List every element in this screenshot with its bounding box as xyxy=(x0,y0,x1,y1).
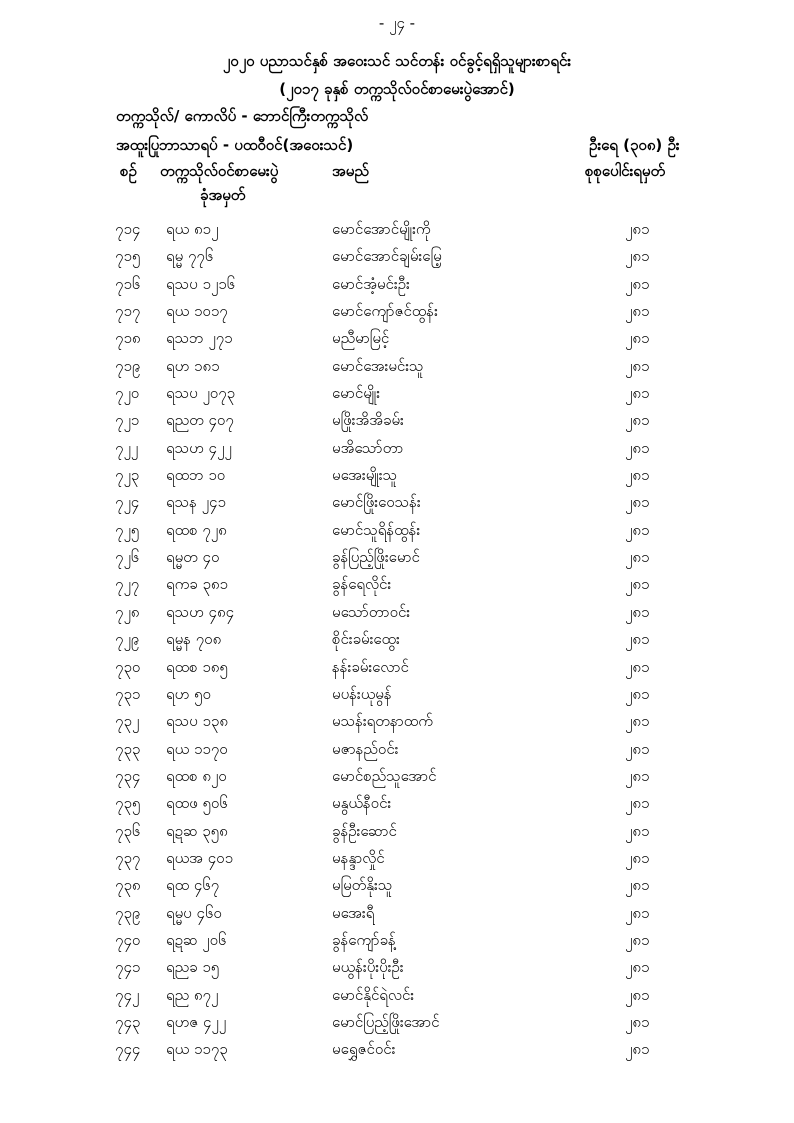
row-name: မသော်တာဝင်း xyxy=(332,602,411,621)
row-exam-no: ရသဟ ၄၂၂ xyxy=(166,438,232,457)
total-count: ဦးရေ (၃၀၈) ဦး xyxy=(589,136,680,154)
row-marks: ၂၈၁ xyxy=(625,493,650,512)
row-marks: ၂၈၁ xyxy=(625,985,650,1004)
row-marks: ၂၈၁ xyxy=(625,958,650,977)
row-exam-no: ရထစ ၇၂၈ xyxy=(166,520,227,539)
row-no: ၇၂၁ xyxy=(115,411,140,430)
row-name: နန်းခမ်းလောင် xyxy=(332,657,409,676)
row-name: မောင်ကျော်ဇင်ထွန်း xyxy=(332,302,438,321)
table-row xyxy=(0,521,794,548)
row-exam-no: ရညခ ၁၅ xyxy=(166,958,220,977)
table-row xyxy=(0,685,794,712)
row-marks: ၂၈၁ xyxy=(625,657,650,676)
row-no: ၇၂၈ xyxy=(115,602,140,621)
row-no: ၇၂၆ xyxy=(115,548,140,567)
row-name: မနန္ဒာလှိုင် xyxy=(332,848,385,867)
row-marks: ၂၈၁ xyxy=(625,438,650,457)
row-marks: ၂၈၁ xyxy=(625,384,650,403)
row-marks: ၂၈၁ xyxy=(625,302,650,321)
row-exam-no: ရထစ ၁၈၅ xyxy=(166,657,228,676)
row-no: ၇၄၁ xyxy=(115,958,141,977)
row-exam-no: ရယအ ၄၀၁ xyxy=(166,848,234,867)
row-marks: ၂၈၁ xyxy=(625,411,650,430)
row-name: မောင်အောင်ချမ်းမြေ့ xyxy=(332,247,442,266)
row-no: ၇၁၉ xyxy=(115,356,141,375)
page-number: - ၂၄ - xyxy=(378,14,416,32)
row-marks: ၂၈၁ xyxy=(625,821,650,840)
row-no: ၇၁၅ xyxy=(115,247,141,266)
column-header-exam-no-line2: ခုံအမှတ် xyxy=(200,186,246,204)
row-no: ၇၂၃ xyxy=(115,466,140,485)
row-marks: ၂၈၁ xyxy=(625,848,650,867)
row-exam-no: ရထ ၄၆၇ xyxy=(166,876,220,895)
table-row xyxy=(0,548,794,575)
table-row xyxy=(0,220,794,247)
row-no: ၇၃၅ xyxy=(115,794,141,813)
row-name: မောင်အံ့မင်းဦး xyxy=(332,274,410,293)
row-no: ၇၁၇ xyxy=(115,302,141,321)
department-line: တက္ကသိုလ်/ ကောလိပ် - ဘောင်ကြီးတက္ကသိုလ် xyxy=(116,107,369,125)
table-row xyxy=(0,493,794,520)
row-no: ၇၂၇ xyxy=(115,575,140,594)
row-name: မောင်ပြည့်ဖြိုးအောင် xyxy=(332,1012,440,1031)
subject-line: အထူးပြုဘာသာရပ် - ပထဝီဝင်(အဝေးသင်) xyxy=(116,136,354,154)
row-name: မယွန်းပိုးပိုးဦး xyxy=(332,958,404,977)
row-name: မောင်ဖြိုးဝေသန်း xyxy=(332,493,421,512)
row-marks: ၂၈၁ xyxy=(625,766,650,785)
table-row xyxy=(0,575,794,602)
row-no: ၇၁၈ xyxy=(115,329,141,348)
row-no: ၇၃၈ xyxy=(115,876,141,895)
row-name: ခွန်ရေလိုင်း xyxy=(332,575,392,594)
results-table xyxy=(0,220,794,1068)
row-name: ခွန်ပြည့်ဖြိုးမောင် xyxy=(332,548,420,567)
row-name: မောင်နိုင်ရဲလင်း xyxy=(332,985,415,1004)
row-marks: ၂၈၁ xyxy=(625,630,650,649)
column-header-name: အမည် xyxy=(332,162,369,180)
row-exam-no: ရယ ၁၁၇၃ xyxy=(166,1040,228,1059)
row-no: ၇၂၅ xyxy=(115,520,140,539)
table-row xyxy=(0,986,794,1013)
row-name: စိုင်းခမ်းထွေး xyxy=(332,630,400,649)
table-row xyxy=(0,822,794,849)
table-row xyxy=(0,958,794,985)
row-no: ၇၂၂ xyxy=(115,438,139,457)
row-no: ၇၃၁ xyxy=(115,684,141,703)
row-marks: ၂၈၁ xyxy=(625,520,650,539)
row-marks: ၂၈၁ xyxy=(625,684,650,703)
row-name: မရွှေဇင်ဝင်း xyxy=(332,1040,396,1059)
table-row xyxy=(0,740,794,767)
table-row xyxy=(0,603,794,630)
row-no: ၇၂၀ xyxy=(115,384,140,403)
table-row xyxy=(0,904,794,931)
row-no: ၇၃၃ xyxy=(115,739,141,758)
row-no: ၇၃၀ xyxy=(115,657,141,676)
table-row xyxy=(0,275,794,302)
table-row xyxy=(0,794,794,821)
row-name: မမြတ်နိုးသူ xyxy=(332,876,393,895)
row-no: ၇၄၃ xyxy=(115,1012,141,1031)
row-marks: ၂၈၁ xyxy=(625,575,650,594)
row-exam-no: ရဍဆ ၂၀၆ xyxy=(166,930,227,949)
row-marks: ၂၈၁ xyxy=(625,220,650,238)
row-exam-no: ရထစ ၈၂၀ xyxy=(166,766,227,785)
page-subtitle: (၂၀၁၇ ခုနှစ် တက္ကသိုလ်ဝင်စာမေးပွဲအောင်) xyxy=(279,80,515,98)
table-row xyxy=(0,630,794,657)
row-exam-no: ရမ္မပ ၄၆၀ xyxy=(166,903,222,922)
row-exam-no: ရယ ၁၀၁၇ xyxy=(166,302,228,321)
row-no: ၇၁၆ xyxy=(115,274,141,293)
table-row xyxy=(0,931,794,958)
row-marks: ၂၈၁ xyxy=(625,739,650,758)
row-marks: ၂၈၁ xyxy=(625,876,650,895)
row-marks: ၂၈၁ xyxy=(625,930,650,949)
row-no: ၇၃၉ xyxy=(115,903,141,922)
row-exam-no: ရသပ ၂၀၇၃ xyxy=(166,384,236,403)
table-row xyxy=(0,302,794,329)
table-row xyxy=(0,466,794,493)
row-exam-no: ရမ္မန ၇၀၈ xyxy=(166,630,222,649)
row-marks: ၂၈၁ xyxy=(625,466,650,485)
row-exam-no: ရသန ၂၄၁ xyxy=(166,493,226,512)
row-exam-no: ရဟဇ ၄၂၂ xyxy=(166,1012,227,1031)
column-header-no: စဉ် xyxy=(120,162,137,180)
row-marks: ၂၈၁ xyxy=(625,548,650,567)
row-marks: ၂၈၁ xyxy=(625,1040,650,1059)
row-no: ၇၃၄ xyxy=(115,766,141,785)
row-marks: ၂၈၁ xyxy=(625,794,650,813)
row-no: ၇၃၂ xyxy=(115,712,140,731)
row-name: မအေးမျိုးသူ xyxy=(332,466,398,485)
row-exam-no: ရသဘ ၂၇၁ xyxy=(166,329,233,348)
row-exam-no: ရဟ ၁၈၁ xyxy=(166,356,220,375)
row-exam-no: ရထဖ ၅၀၆ xyxy=(166,794,228,813)
row-exam-no: ရသပ ၁၂၁၆ xyxy=(166,274,236,293)
row-marks: ၂၈၁ xyxy=(625,903,650,922)
row-name: မပန်းယုမွန် xyxy=(332,684,392,703)
row-no: ၇၂၉ xyxy=(115,630,140,649)
table-row xyxy=(0,384,794,411)
row-name: မောင်အေးမင်းသူ xyxy=(332,356,424,375)
row-name: မောင်သူရိန်ထွန်း xyxy=(332,520,421,539)
row-exam-no: ရထဘ ၁၀ xyxy=(166,466,226,485)
column-header-exam-no: တက္ကသိုလ်ဝင်စာမေးပွဲ xyxy=(160,162,279,180)
row-name: မဖြိုးအိအိခမ်း xyxy=(332,411,404,430)
table-row xyxy=(0,357,794,384)
row-name: မဇာနည်ဝင်း xyxy=(332,739,399,758)
row-marks: ၂၈၁ xyxy=(625,274,650,293)
row-exam-no: ရမ္မတ ၄၀ xyxy=(166,548,220,567)
row-exam-no: ရည ၈၇၂ xyxy=(166,985,219,1004)
table-row xyxy=(0,849,794,876)
row-name: မောင်စည်သူအောင် xyxy=(332,766,437,785)
row-marks: ၂၈၁ xyxy=(625,602,650,621)
table-row xyxy=(0,1040,794,1067)
row-name: မအေးရီ xyxy=(332,903,375,922)
table-row xyxy=(0,1013,794,1040)
table-row xyxy=(0,247,794,274)
row-name: မသန်းရတနာထက် xyxy=(332,712,433,731)
row-exam-no: ရမ္မ ၇၇၆ xyxy=(166,247,214,266)
table-row xyxy=(0,411,794,438)
row-exam-no: ရဍဆ ၃၅၈ xyxy=(166,821,228,840)
page-title: ၂၀၂၀ ပညာသင်နှစ် အဝေးသင် သင်တန်း ဝင်ခွင့်ရရှိသူများစာရင်း xyxy=(222,52,572,70)
row-exam-no: ရသဟ ၄၈၄ xyxy=(166,602,235,621)
row-no: ၇၄၀ xyxy=(115,930,141,949)
table-row xyxy=(0,658,794,685)
row-no: ၇၄၄ xyxy=(115,1040,141,1059)
column-header-marks: စုစုပေါင်းရမှတ် xyxy=(585,162,666,180)
row-marks: ၂၈၁ xyxy=(625,247,650,266)
row-exam-no: ရယ ၈၁၂ xyxy=(166,220,219,238)
row-no: ၇၂၄ xyxy=(115,493,140,512)
row-name: မောင်မျိုး xyxy=(332,384,381,403)
table-row xyxy=(0,712,794,739)
row-marks: ၂၈၁ xyxy=(625,712,650,731)
table-row xyxy=(0,876,794,903)
row-name: မနွယ်နီဝင်း xyxy=(332,794,392,813)
row-exam-no: ရကခ ၃၈၁ xyxy=(166,575,228,594)
table-row xyxy=(0,439,794,466)
row-marks: ၂၈၁ xyxy=(625,1012,650,1031)
row-exam-no: ရညတ ၄၀၇ xyxy=(166,411,234,430)
row-no: ၇၁၄ xyxy=(115,220,141,238)
row-exam-no: ရဟ ၅၀ xyxy=(166,684,211,703)
row-name: မောင်အောင်မျိုးကို xyxy=(332,220,431,238)
table-row xyxy=(0,329,794,356)
row-name: ခွန်ဦးဆောင် xyxy=(332,821,397,840)
row-exam-no: ရယ ၁၁၇၀ xyxy=(166,739,228,758)
row-marks: ၂၈၁ xyxy=(625,329,650,348)
row-name: ခွန်ကျော်ခန့် xyxy=(332,930,396,949)
row-exam-no: ရသပ ၁၃၈ xyxy=(166,712,228,731)
row-marks: ၂၈၁ xyxy=(625,356,650,375)
row-no: ၇၄၂ xyxy=(115,985,140,1004)
table-row xyxy=(0,767,794,794)
row-no: ၇၃၇ xyxy=(115,848,141,867)
row-no: ၇၃၆ xyxy=(115,821,141,840)
row-name: မအိသော်တာ xyxy=(332,438,404,457)
row-name: မညီမာမြင့် xyxy=(332,329,390,348)
